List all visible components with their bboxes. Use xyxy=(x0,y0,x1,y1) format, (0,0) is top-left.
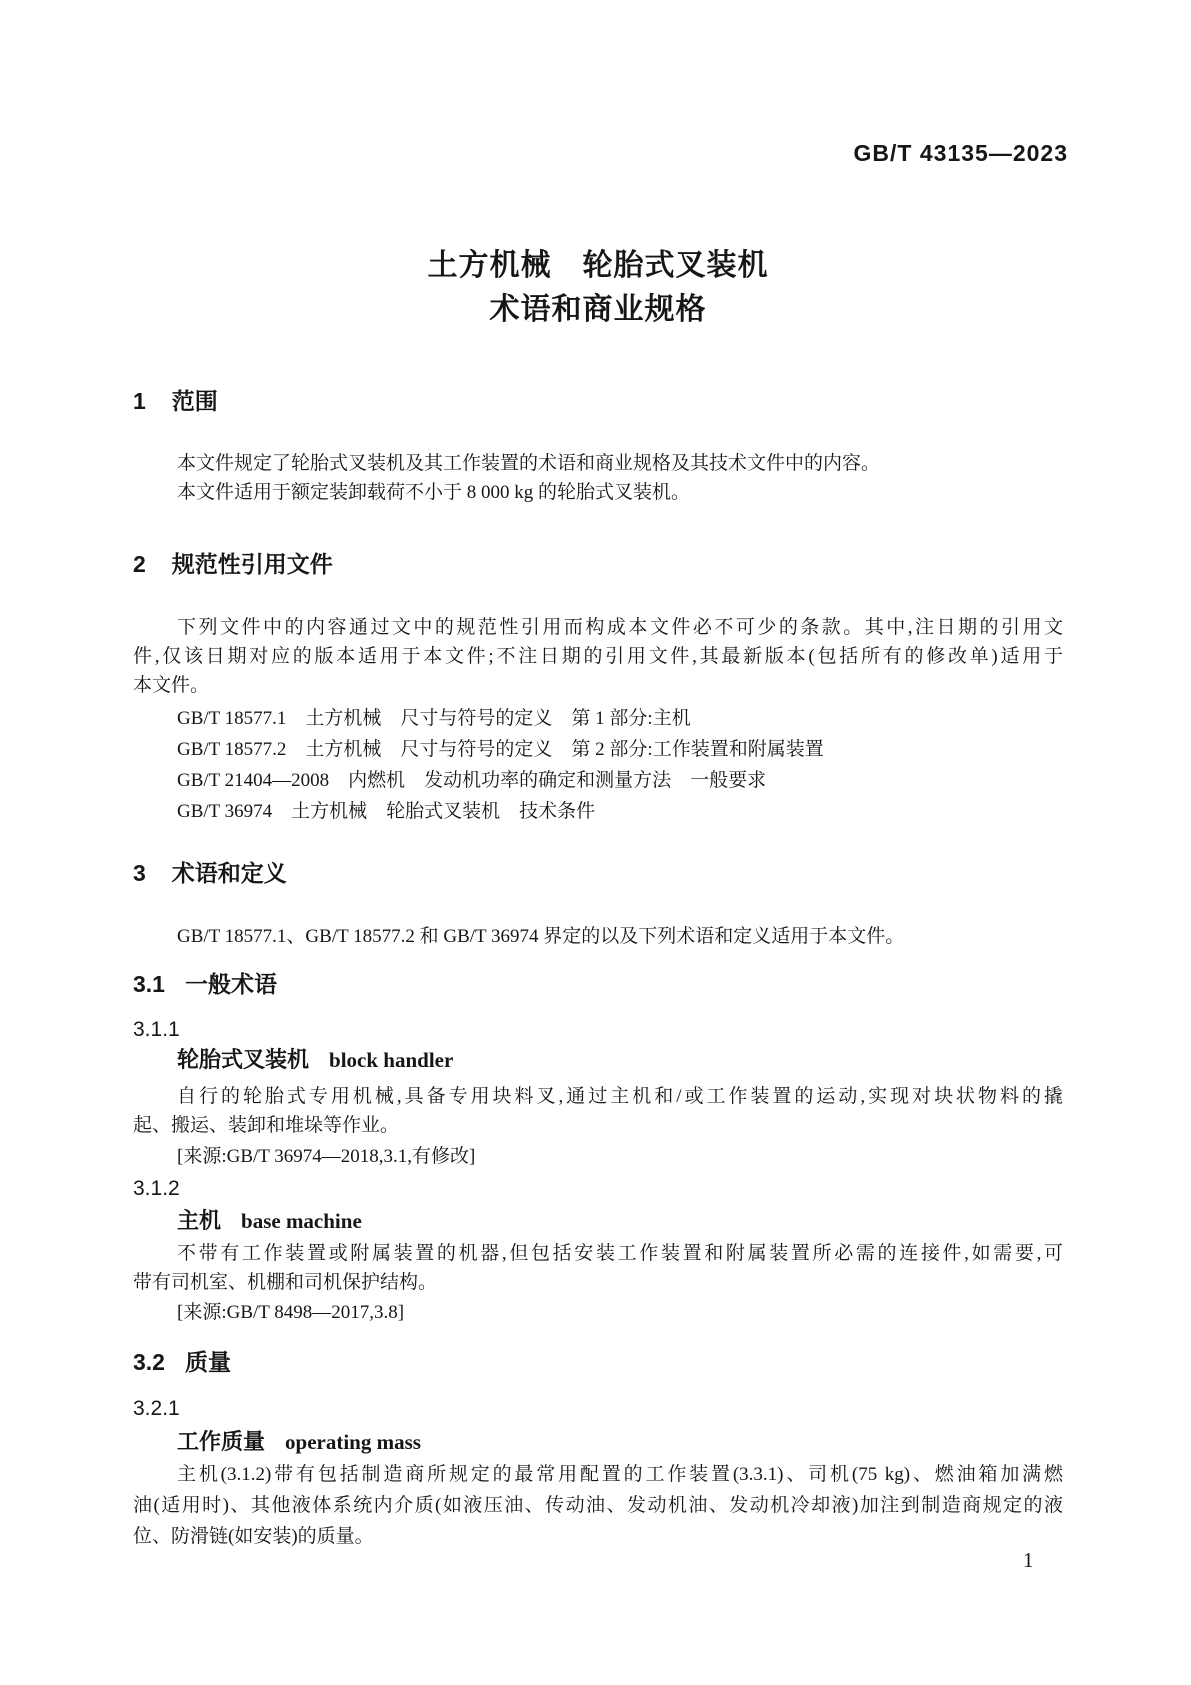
term-zh: 轮胎式叉装机 xyxy=(177,1047,310,1072)
scope-paragraphs xyxy=(133,449,1063,507)
subsection-title: 质量 xyxy=(184,1349,231,1375)
text-line: 下列文件中的内容通过文中的规范性引用而构成本文件必不可少的条款。其中,注日期的引用文 xyxy=(177,617,1063,638)
subsection-heading-general-terms xyxy=(133,971,1063,997)
subsection-heading-mass xyxy=(133,1349,1063,1375)
text-line: GB/T 18577.2 土方机械 尺寸与符号的定义 第 2 部分:工作装置和附属装置 xyxy=(177,739,824,760)
clause-number-3-2-1: 3.2.1 xyxy=(133,1397,180,1420)
text-line: 自行的轮胎式专用机械,具备专用块料叉,通过主机和/或工作装置的运动,实现对块状物料的撬 xyxy=(177,1086,1063,1107)
text-line: 件,仅该日期对应的版本适用于本文件;不注日期的引用文件,其最新版本(包括所有的修改单)适用于 xyxy=(133,646,1063,667)
section-heading-terms-definitions xyxy=(133,860,1063,886)
text-line: GB/T 21404—2008 内燃机 发动机功率的确定和测量方法 一般要求 xyxy=(177,770,767,791)
text-line: 不带有工作装置或附属装置的机器,但包括安装工作装置和附属装置所必需的连接件,如需要,可 xyxy=(177,1243,1063,1264)
standard-code: GB/T 43135—2023 xyxy=(853,140,1068,166)
definition-operating-mass xyxy=(133,1459,1063,1552)
term-en: base machine xyxy=(241,1209,362,1233)
normative-references-list xyxy=(133,703,1063,827)
text-line: 主机(3.1.2)带有包括制造商所规定的最常用配置的工作装置(3.3.1)、司机(75 kg)、燃油箱加满燃 xyxy=(177,1464,1063,1485)
source-note-base-machine: [来源:GB/T 8498—2017,3.8] xyxy=(177,1302,405,1323)
clause-number-3-1-2: 3.1.2 xyxy=(133,1177,180,1200)
text-line: GB/T 18577.1 土方机械 尺寸与符号的定义 第 1 部分:主机 xyxy=(177,708,691,729)
subsection-number: 3.2 xyxy=(133,1349,165,1375)
source-note-block-handler: [来源:GB/T 36974—2018,3.1,有修改] xyxy=(177,1146,476,1167)
term-zh: 主机 xyxy=(177,1208,222,1233)
document-title-line1: 土方机械 轮胎式叉装机 xyxy=(427,249,769,282)
text-line: 带有司机室、机棚和司机保护结构。 xyxy=(133,1272,438,1293)
section-number: 3 xyxy=(133,860,146,886)
term-en: block handler xyxy=(329,1048,454,1072)
text-line: 油(适用时)、其他液体系统内介质(如液压油、传动油、发动机油、发动机冷却液)加注到制造商规定的液 xyxy=(133,1495,1063,1516)
section-title: 规范性引用文件 xyxy=(171,551,333,577)
subsection-title: 一般术语 xyxy=(184,971,277,997)
section-number: 1 xyxy=(133,388,146,414)
section-title: 术语和定义 xyxy=(171,860,287,886)
term-en: operating mass xyxy=(285,1430,421,1454)
text-line: GB/T 36974 土方机械 轮胎式叉装机 技术条件 xyxy=(177,801,596,822)
text-line: 起、搬运、装卸和堆垛等作业。 xyxy=(133,1115,400,1136)
text-line: 本文件规定了轮胎式叉装机及其工作装置的术语和商业规格及其技术文件中的内容。 xyxy=(177,453,881,474)
term-zh: 工作质量 xyxy=(177,1429,266,1454)
clause-number-3-1-1: 3.1.1 xyxy=(133,1018,180,1041)
definition-block-handler xyxy=(133,1082,1063,1140)
document-title-line2: 术语和商业规格 xyxy=(489,293,707,326)
term-entry-base-machine xyxy=(133,1208,1107,1237)
section-heading-scope xyxy=(133,388,1063,414)
normative-references-intro xyxy=(133,613,1063,700)
text-line: 本文件适用于额定装卸载荷不小于 8 000 kg 的轮胎式叉装机。 xyxy=(177,482,691,503)
definition-base-machine xyxy=(133,1239,1063,1297)
page-number: 1 xyxy=(1023,1548,1034,1572)
term-entry-operating-mass xyxy=(133,1429,1107,1458)
section-title: 范围 xyxy=(171,388,218,414)
document-title xyxy=(133,244,1063,332)
text-line: GB/T 18577.1、GB/T 18577.2 和 GB/T 36974 界定的以及下列术语和定义适用于本文件。 xyxy=(177,926,905,947)
term-entry-block-handler xyxy=(133,1047,1107,1076)
terms-definitions-intro xyxy=(133,924,1063,950)
subsection-number: 3.1 xyxy=(133,971,165,997)
text-line: 本文件。 xyxy=(133,675,210,696)
text-line: 位、防滑链(如安装)的质量。 xyxy=(133,1526,374,1547)
section-number: 2 xyxy=(133,551,146,577)
section-heading-normative-references xyxy=(133,551,1063,577)
